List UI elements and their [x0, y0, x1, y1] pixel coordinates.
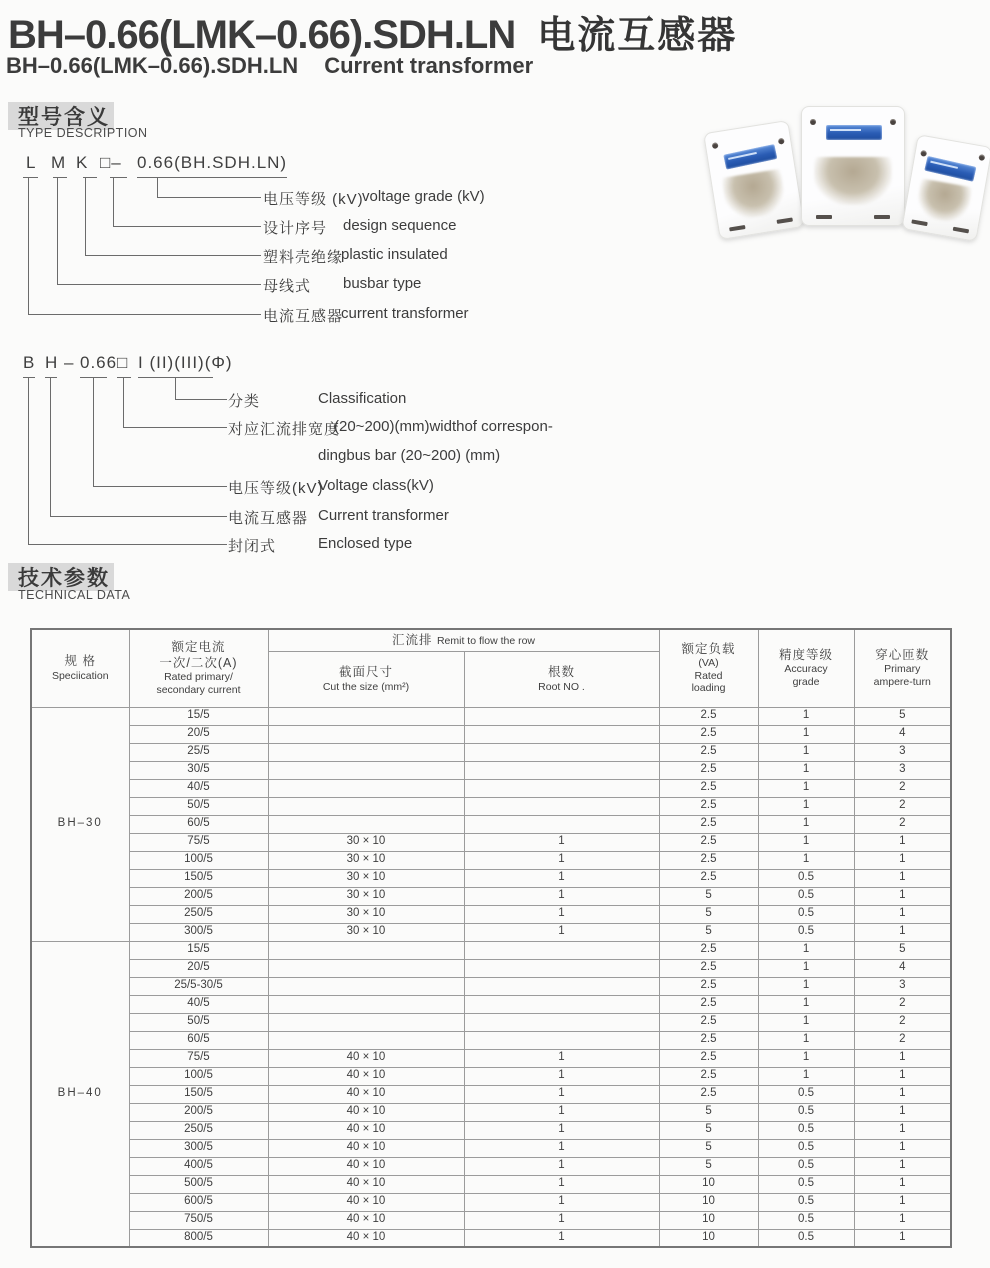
cut-size-cell: 30 × 10 [268, 887, 464, 905]
cut-size-cell: 40 × 10 [268, 1103, 464, 1121]
accuracy-cell: 0.5 [758, 1103, 854, 1121]
cut-size-cell: 40 × 10 [268, 1049, 464, 1067]
transformer-middle [801, 106, 905, 226]
page-title [8, 4, 737, 59]
rated-current-cell: 200/5 [129, 1103, 268, 1121]
cut-size-cell: 30 × 10 [268, 833, 464, 851]
title-model-code: BH–0.66(LMK–0.66).SDH.LN [8, 13, 516, 57]
accuracy-cell: 1 [758, 995, 854, 1013]
rated-current-cell: 100/5 [129, 1067, 268, 1085]
header-root-no: 根数 Root NO . [464, 651, 659, 707]
cut-size-cell: 30 × 10 [268, 923, 464, 941]
table-row [31, 779, 951, 797]
connector-line [28, 178, 261, 315]
cut-size-cell: 30 × 10 [268, 869, 464, 887]
ampere-turn-cell: 2 [854, 815, 951, 833]
cut-size-cell [268, 815, 464, 833]
cut-size-cell: 40 × 10 [268, 1175, 464, 1193]
code-part: I (II)(III)(Φ) [138, 353, 233, 372]
rated-current-cell: 40/5 [129, 779, 268, 797]
rated-loading-cell: 2.5 [659, 707, 758, 725]
accuracy-cell: 1 [758, 1067, 854, 1085]
rated-loading-cell: 5 [659, 887, 758, 905]
rated-loading-cell: 2.5 [659, 1085, 758, 1103]
header-cut-size: 截面尺寸 Cut the size (mm²) [268, 651, 464, 707]
root-no-cell: 1 [464, 1139, 659, 1157]
table-row [31, 833, 951, 851]
rated-loading-cell: 5 [659, 905, 758, 923]
accuracy-cell: 0.5 [758, 869, 854, 887]
cut-size-cell [268, 761, 464, 779]
rated-current-cell: 25/5 [129, 743, 268, 761]
root-no-cell [464, 815, 659, 833]
root-no-cell [464, 995, 659, 1013]
table-row [31, 1013, 951, 1031]
rated-loading-cell: 2.5 [659, 779, 758, 797]
cut-size-cell [268, 995, 464, 1013]
table-row [31, 1193, 951, 1211]
rated-current-cell: 50/5 [129, 797, 268, 815]
root-no-cell: 1 [464, 1211, 659, 1229]
rated-loading-cell: 5 [659, 1157, 758, 1175]
ampere-turn-cell: 3 [854, 761, 951, 779]
rated-current-cell: 500/5 [129, 1175, 268, 1193]
root-no-cell: 1 [464, 1157, 659, 1175]
table-row [31, 1139, 951, 1157]
code-part: B [23, 353, 36, 372]
rated-current-cell: 75/5 [129, 833, 268, 851]
cut-size-cell: 40 × 10 [268, 1139, 464, 1157]
ampere-turn-cell: 3 [854, 977, 951, 995]
rated-loading-cell: 2.5 [659, 797, 758, 815]
page-subtitle [6, 53, 533, 79]
root-no-cell: 1 [464, 1229, 659, 1247]
rated-current-cell: 150/5 [129, 869, 268, 887]
accuracy-cell: 1 [758, 833, 854, 851]
header-ampere-turn: 穿心匝数 Primary ampere-turn [854, 629, 951, 707]
rated-loading-cell: 2.5 [659, 815, 758, 833]
accuracy-cell: 0.5 [758, 905, 854, 923]
rated-current-cell: 60/5 [129, 1031, 268, 1049]
rated-current-cell: 250/5 [129, 1121, 268, 1139]
accuracy-cell: 1 [758, 941, 854, 959]
ampere-turn-cell: 1 [854, 923, 951, 941]
ampere-turn-cell: 2 [854, 995, 951, 1013]
accuracy-cell: 1 [758, 851, 854, 869]
ampere-turn-cell: 1 [854, 869, 951, 887]
technical-data-heading-en: TECHNICAL DATA [18, 588, 131, 602]
header-rated-loading: 额定负载 (VA) Rated loading [659, 629, 758, 707]
transformer-left [703, 120, 805, 240]
rated-loading-cell: 5 [659, 1103, 758, 1121]
root-no-cell [464, 743, 659, 761]
rated-current-cell: 300/5 [129, 1139, 268, 1157]
rated-current-cell: 40/5 [129, 995, 268, 1013]
root-no-cell: 1 [464, 887, 659, 905]
cut-size-cell: 40 × 10 [268, 1229, 464, 1247]
code-part: H [45, 353, 59, 372]
code-part: K [76, 153, 89, 172]
table-row [31, 1229, 951, 1247]
ampere-turn-cell: 1 [854, 905, 951, 923]
cut-size-cell: 40 × 10 [268, 1067, 464, 1085]
cut-size-cell [268, 707, 464, 725]
ampere-turn-cell: 1 [854, 1139, 951, 1157]
table-row [31, 869, 951, 887]
root-no-cell: 1 [464, 1103, 659, 1121]
cut-size-cell: 30 × 10 [268, 905, 464, 923]
ampere-turn-cell: 1 [854, 1193, 951, 1211]
table-row [31, 797, 951, 815]
root-no-cell [464, 797, 659, 815]
accuracy-cell: 0.5 [758, 1229, 854, 1247]
spec-cell: BH–30 [31, 707, 129, 941]
rated-loading-cell: 2.5 [659, 977, 758, 995]
rated-current-cell: 20/5 [129, 959, 268, 977]
cut-size-cell [268, 959, 464, 977]
table-row [31, 1121, 951, 1139]
root-no-cell [464, 707, 659, 725]
accuracy-cell: 0.5 [758, 1121, 854, 1139]
accuracy-cell: 1 [758, 725, 854, 743]
root-no-cell: 1 [464, 1067, 659, 1085]
ampere-turn-cell: 4 [854, 725, 951, 743]
cut-size-cell: 40 × 10 [268, 1157, 464, 1175]
rated-loading-cell: 2.5 [659, 1049, 758, 1067]
accuracy-cell: 0.5 [758, 1175, 854, 1193]
table-row [31, 1085, 951, 1103]
ampere-turn-cell: 1 [854, 1229, 951, 1247]
transformer-right [901, 134, 990, 242]
table-row [31, 977, 951, 995]
connector-line [28, 378, 227, 545]
table-row [31, 1175, 951, 1193]
ampere-turn-cell: 1 [854, 1157, 951, 1175]
rated-loading-cell: 5 [659, 1121, 758, 1139]
ampere-turn-cell: 1 [854, 887, 951, 905]
code-part: 0.66 [80, 353, 118, 372]
accuracy-cell: 1 [758, 761, 854, 779]
rated-loading-cell: 2.5 [659, 959, 758, 977]
technical-data-table [30, 628, 952, 1248]
table-row [31, 1157, 951, 1175]
rated-current-cell: 750/5 [129, 1211, 268, 1229]
cut-size-cell: 40 × 10 [268, 1211, 464, 1229]
code-part: M [51, 153, 67, 172]
rated-current-cell: 20/5 [129, 725, 268, 743]
root-no-cell [464, 959, 659, 977]
accuracy-cell: 0.5 [758, 1139, 854, 1157]
rated-loading-cell: 10 [659, 1175, 758, 1193]
product-label-icon [723, 144, 777, 169]
spec-cell: BH–40 [31, 941, 129, 1247]
rated-current-cell: 250/5 [129, 905, 268, 923]
cut-size-cell [268, 1031, 464, 1049]
root-no-cell: 1 [464, 1193, 659, 1211]
accuracy-cell: 0.5 [758, 887, 854, 905]
product-photo [705, 96, 990, 248]
rated-current-cell: 800/5 [129, 1229, 268, 1247]
rated-current-cell: 15/5 [129, 707, 268, 725]
table-row [31, 761, 951, 779]
header-busbar-group: 汇流排 Remit to flow the row [268, 629, 659, 651]
table-row [31, 905, 951, 923]
root-no-cell: 1 [464, 1049, 659, 1067]
root-no-cell: 1 [464, 1175, 659, 1193]
type-description-heading-en: TYPE DESCRIPTION [18, 126, 148, 140]
header-accuracy: 精度等级 Accuracy grade [758, 629, 854, 707]
accuracy-cell: 1 [758, 1049, 854, 1067]
rated-loading-cell: 2.5 [659, 761, 758, 779]
root-no-cell: 1 [464, 1085, 659, 1103]
accuracy-cell: 1 [758, 743, 854, 761]
table-row [31, 923, 951, 941]
accuracy-cell: 1 [758, 779, 854, 797]
root-no-cell [464, 977, 659, 995]
table-row [31, 725, 951, 743]
rated-loading-cell: 10 [659, 1211, 758, 1229]
code-part: L [26, 153, 37, 172]
rated-current-cell: 300/5 [129, 923, 268, 941]
rated-current-cell: 150/5 [129, 1085, 268, 1103]
rated-current-cell: 25/5-30/5 [129, 977, 268, 995]
cut-size-cell [268, 1013, 464, 1031]
rated-current-cell: 30/5 [129, 761, 268, 779]
ampere-turn-cell: 2 [854, 797, 951, 815]
ampere-turn-cell: 3 [854, 743, 951, 761]
root-no-cell [464, 725, 659, 743]
product-label-icon [924, 156, 976, 182]
rated-loading-cell: 2.5 [659, 869, 758, 887]
cut-size-cell: 40 × 10 [268, 1193, 464, 1211]
accuracy-cell: 0.5 [758, 1211, 854, 1229]
table-row [31, 743, 951, 761]
rated-current-cell: 60/5 [129, 815, 268, 833]
rated-current-cell: 75/5 [129, 1049, 268, 1067]
code-part: □– [100, 153, 122, 172]
type-description-heading-zh: 型号含义 [18, 106, 110, 129]
root-no-cell [464, 1013, 659, 1031]
cut-size-cell [268, 743, 464, 761]
accuracy-cell: 1 [758, 797, 854, 815]
cut-size-cell [268, 779, 464, 797]
accuracy-cell: 1 [758, 959, 854, 977]
root-no-cell: 1 [464, 923, 659, 941]
ampere-turn-cell: 5 [854, 707, 951, 725]
header-spec: 规 格 Speciication [31, 629, 129, 707]
cut-size-cell [268, 941, 464, 959]
root-no-cell: 1 [464, 833, 659, 851]
rated-current-cell: 50/5 [129, 1013, 268, 1031]
rated-current-cell: 100/5 [129, 851, 268, 869]
accuracy-cell: 1 [758, 815, 854, 833]
root-no-cell [464, 761, 659, 779]
ampere-turn-cell: 1 [854, 1085, 951, 1103]
cut-size-cell: 30 × 10 [268, 851, 464, 869]
rated-loading-cell: 10 [659, 1193, 758, 1211]
subtitle-model-code: BH–0.66(LMK–0.66).SDH.LN [6, 53, 299, 78]
ampere-turn-cell: 1 [854, 1103, 951, 1121]
cut-size-cell: 40 × 10 [268, 1085, 464, 1103]
code-part: □ [117, 353, 129, 372]
table-row [31, 941, 951, 959]
ampere-turn-cell: 1 [854, 1211, 951, 1229]
accuracy-cell: 1 [758, 1031, 854, 1049]
ampere-turn-cell: 1 [854, 833, 951, 851]
table-row [31, 1103, 951, 1121]
accuracy-cell: 0.5 [758, 1157, 854, 1175]
cut-size-cell: 40 × 10 [268, 1121, 464, 1139]
root-no-cell [464, 1031, 659, 1049]
table-row [31, 1049, 951, 1067]
rated-loading-cell: 2.5 [659, 1031, 758, 1049]
code-part: 0.66(BH.SDH.LN) [137, 153, 288, 172]
rated-loading-cell: 2.5 [659, 1067, 758, 1085]
ampere-turn-cell: 2 [854, 1013, 951, 1031]
ampere-turn-cell: 1 [854, 851, 951, 869]
technical-data-heading-zh: 技术参数 [18, 567, 110, 590]
table-row [31, 1211, 951, 1229]
rated-loading-cell: 10 [659, 1229, 758, 1247]
ampere-turn-cell: 1 [854, 1175, 951, 1193]
root-no-cell: 1 [464, 905, 659, 923]
rated-loading-cell: 5 [659, 1139, 758, 1157]
title-chinese: 电流互感器 [537, 15, 738, 57]
product-label-icon [826, 125, 882, 140]
code-part: – [64, 353, 75, 372]
ampere-turn-cell: 1 [854, 1049, 951, 1067]
rated-loading-cell: 2.5 [659, 1013, 758, 1031]
rated-loading-cell: 2.5 [659, 995, 758, 1013]
cut-size-cell [268, 977, 464, 995]
rated-loading-cell: 5 [659, 923, 758, 941]
table-row [31, 1067, 951, 1085]
rated-loading-cell: 2.5 [659, 941, 758, 959]
root-no-cell: 1 [464, 1121, 659, 1139]
subtitle-english: Current transformer [324, 53, 534, 78]
table-row [31, 959, 951, 977]
rated-current-cell: 600/5 [129, 1193, 268, 1211]
catalog-page: BH–0.66(LMK–0.66).SDH.LN 电流互感器 BH–0.66(LMK–0.66).SDH.LN Current transformer 型号含义 TYPE DESCRIPTION L M K □– 0.66(BH.SDH.LN) 电压等级 (kV) voltage grade (kV) 设计序号 design sequence 塑料壳绝缘 plastic insulated 母线式 busbar type 电流互感器 current transformer B H – 0.66 □ I (II)(III)(Φ) 分类 Classification 对应汇流排宽度 (20~200)(mm)widthof correspon- dingbus bar (20~200) (mm) 电压等级(kV) Voltage class(kV) 电流互感器 Current transformer 封闭式 Enclosed type 技术参数 TECHNICAL DATA 规 格 Speciication 额定电流 一次/二次(A) Rated primary/ secondary current 汇流排 Remit to flow the row 额定负载 (VA) Rated loading 精度等级 Accuracy grade 穿心匝数 Primary ampere-turn 截面尺寸 Cut the size (mm²) 根数 Root NO . BH–30 15/5 2.5 1 5 20/5 2.5 1 4 25/5 2.5 1 3 30/5 2.5 1 3 40/5 2.5 1 2 50/5 2.5 1 2 60/5 2.5 1 2 75/5 30 × 10 1 2.5 1 1 100/5 30 × 10 1 2.5 1 1 150/5 30 × 10 1 2.5 0.5 1 200/5 30 × 10 1 5 0.5 1 250/5 30 × 10 1 5 0.5 1 300/5 30 × 10 1 5 0.5 1 BH–40 15/5 2.5 1 5 20/5 2.5 1 4 25/5-30/5 2.5 1 3 40/5 2.5 1 2 50/5 2.5 1 2 60/5 2.5 1 2 75/5 40 × 10 1 2.5 1 1 100/5 40 × 10 1 2.5 1 1 150/5 40 × 10 1 2.5 0.5 1 200/5 40 × 10 1 5 0.5 1 250/5 40 × 10 1 5 0.5 1 300/5 40 × 10 1 5 0.5 1 400/5 40 × 10 1 5 0.5 1 500/5 40 × 10 1 10 0.5 1 600/5 40 × 10 1 10 0.5 1 750/5 40 × 10 1 10 0.5 1 800/5 40 × 10 1 10 0.5 1 [0, 0, 990, 1268]
cut-size-cell [268, 725, 464, 743]
rated-loading-cell: 2.5 [659, 833, 758, 851]
accuracy-cell: 1 [758, 977, 854, 995]
table-row [31, 887, 951, 905]
ampere-turn-cell: 2 [854, 779, 951, 797]
root-no-cell: 1 [464, 851, 659, 869]
ampere-turn-cell: 2 [854, 1031, 951, 1049]
ampere-turn-cell: 1 [854, 1067, 951, 1085]
rated-loading-cell: 2.5 [659, 851, 758, 869]
rated-current-cell: 15/5 [129, 941, 268, 959]
table-row [31, 707, 951, 725]
root-no-cell [464, 941, 659, 959]
rated-loading-cell: 2.5 [659, 743, 758, 761]
rated-loading-cell: 2.5 [659, 725, 758, 743]
table-row [31, 851, 951, 869]
ampere-turn-cell: 4 [854, 959, 951, 977]
rated-current-cell: 400/5 [129, 1157, 268, 1175]
rated-current-cell: 200/5 [129, 887, 268, 905]
table-row [31, 995, 951, 1013]
accuracy-cell: 0.5 [758, 923, 854, 941]
table-row [31, 1031, 951, 1049]
cut-size-cell [268, 797, 464, 815]
accuracy-cell: 0.5 [758, 1193, 854, 1211]
header-rated-current: 额定电流 一次/二次(A) Rated primary/ secondary current [129, 629, 268, 707]
accuracy-cell: 1 [758, 1013, 854, 1031]
root-no-cell [464, 779, 659, 797]
root-no-cell: 1 [464, 869, 659, 887]
ampere-turn-cell: 5 [854, 941, 951, 959]
accuracy-cell: 1 [758, 707, 854, 725]
table-row [31, 815, 951, 833]
accuracy-cell: 0.5 [758, 1085, 854, 1103]
ampere-turn-cell: 1 [854, 1121, 951, 1139]
